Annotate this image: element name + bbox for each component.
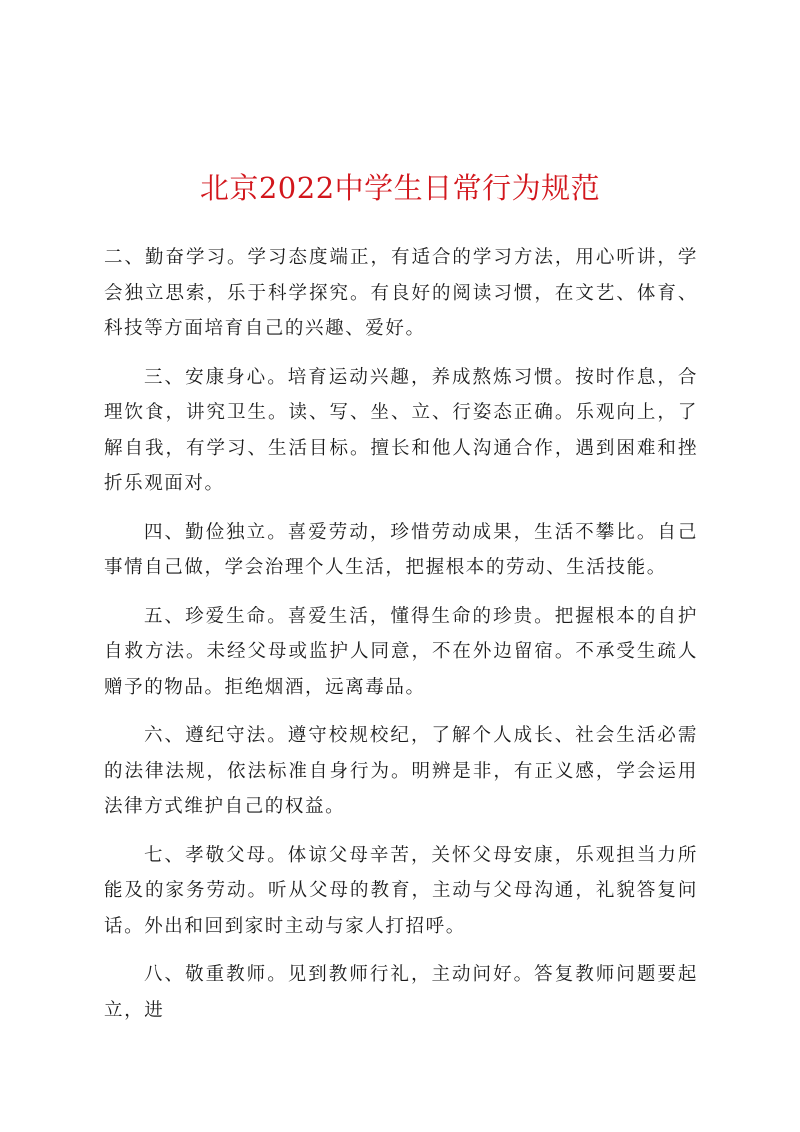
paragraph-diligent-study: 二、勤奋学习。学习态度端正，有适合的学习方法，用心听讲，学会独立思索，乐于科学探究。有良好的阅读习惯，在文艺、体育、科技等方面培育自己的兴趣、爱好。 [104,247,698,339]
paragraph-health: 三、安康身心。培育运动兴趣，养成熬炼习惯。按时作息，合理饮食，讲究卫生。读、写、坐、立、行姿态正确。乐观向上，了解自我，有学习、生活目标。擅长和他人沟通合作，遇到困难和挫折乐观面对。 [104,366,698,494]
document-body [104,240,698,1041]
paragraph-filial-piety: 七、孝敬父母。体谅父母辛苦，关怀父母安康，乐观担当力所能及的家务劳动。听从父母的教育，主动与父母沟通，礼貌答复问话。外出和回到家时主动与家人打招呼。 [104,844,698,937]
paragraph-thrift-independence: 四、勤俭独立。喜爱劳动，珍惜劳动成果，生活不攀比。自己事情自己做，学会治理个人生活，把握根本的劳动、生活技能。 [104,521,698,578]
paragraph-respect-teachers: 八、敬重教师。见到教师行礼，主动问好。答复教师问题要起立，进 [104,964,698,1021]
document-title: 北京2022中学生日常行为规范 [199,171,601,205]
paragraph-law-abiding: 六、遵纪守法。遵守校规校纪，了解个人成长、社会生活必需的法律法规，依法标准自身行为。明辨是非，有正义感，学会运用法律方式维护自己的权益。 [104,725,698,817]
paragraph-cherish-life: 五、珍爱生命。喜爱生活，懂得生命的珍贵。把握根本的自护自救方法。未经父母或监护人同意，不在外边留宿。不承受生疏人赠予的物品。拒绝烟酒，远离毒品。 [104,605,698,698]
